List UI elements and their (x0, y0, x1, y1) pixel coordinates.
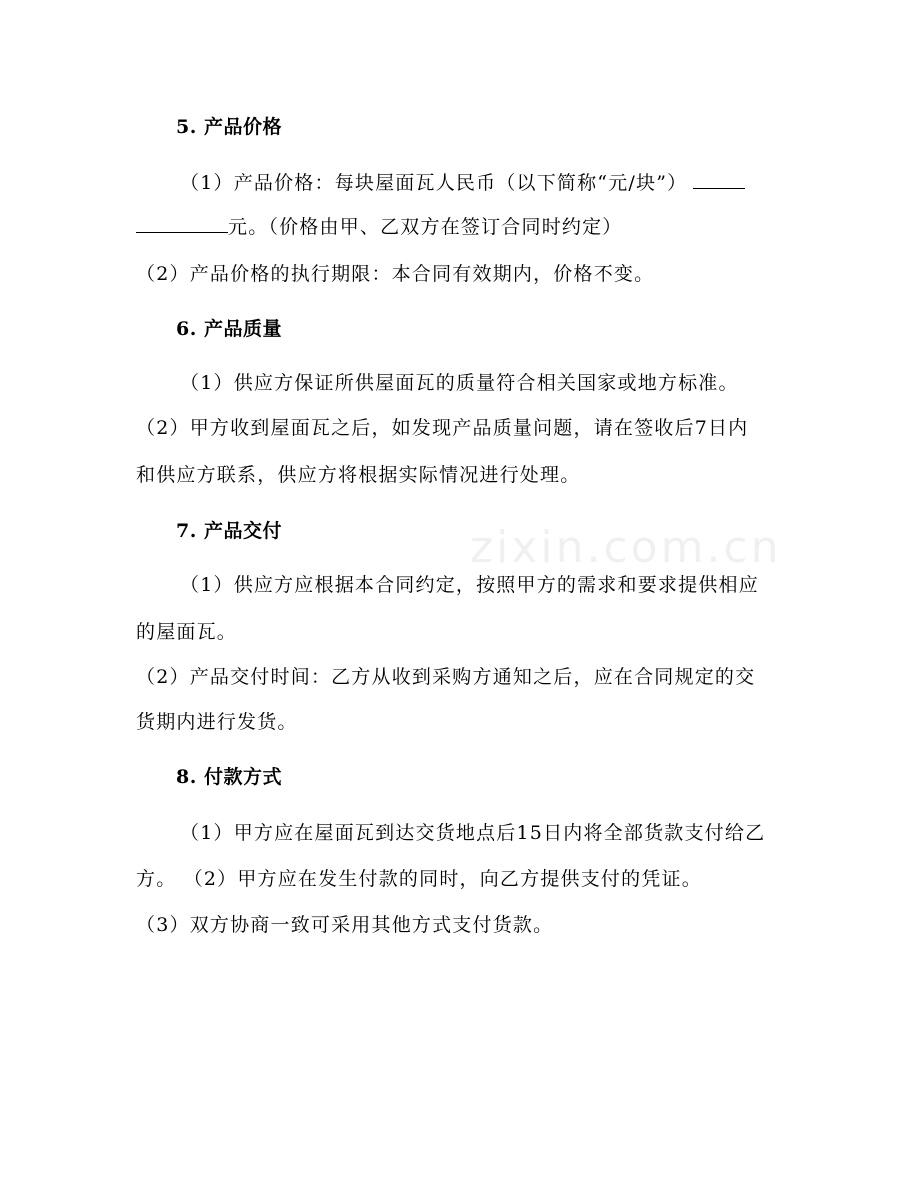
section-5-line-2-text: 元。（价格由甲、乙双方在签订合同时约定） (228, 216, 623, 238)
price-blank-2 (136, 214, 228, 233)
section-7-heading: 7. 产品交付 (176, 520, 282, 542)
section-6-line-1: （1）供应方保证所供屋面瓦的质量符合相关国家或地方标准。 (180, 372, 739, 394)
section-5-line-3: （2）产品价格的执行期限：本合同有效期内，价格不变。 (136, 263, 655, 285)
section-5-heading: 5. 产品价格 (176, 116, 282, 138)
watermark: zixin.com.cn (470, 522, 782, 573)
section-5-line-1-text: （1）产品价格：每块屋面瓦人民币（以下简称“元/块”） (180, 172, 688, 194)
section-8-heading: 8. 付款方式 (176, 766, 282, 788)
section-7-line-4: 货期内进行发货。 (136, 711, 298, 733)
section-7-line-3: （2）产品交付时间：乙方从收到采购方通知之后，应在合同规定的交 (136, 666, 756, 688)
section-8-line-2: 方。 （2）甲方应在发生付款的同时，向乙方提供支付的凭证。 (136, 868, 702, 890)
section-6-heading: 6. 产品质量 (176, 318, 282, 340)
section-8-line-3: （3）双方协商一致可采用其他方式支付货款。 (136, 914, 554, 936)
section-5-line-1 (180, 170, 745, 196)
section-6-line-2: （2）甲方收到屋面瓦之后，如发现产品质量问题，请在签收后7日内 (136, 417, 749, 439)
section-7-line-2: 的屋面瓦。 (136, 621, 238, 643)
section-8-line-1: （1）甲方应在屋面瓦到达交货地点后15日内将全部货款支付给乙 (180, 822, 766, 844)
section-5-line-2 (136, 214, 623, 240)
section-7-line-1: （1）供应方应根据本合同约定，按照甲方的需求和要求提供相应 (180, 574, 759, 596)
price-blank-1 (693, 170, 745, 189)
section-6-line-3: 和供应方联系，供应方将根据实际情况进行处理。 (136, 464, 581, 486)
